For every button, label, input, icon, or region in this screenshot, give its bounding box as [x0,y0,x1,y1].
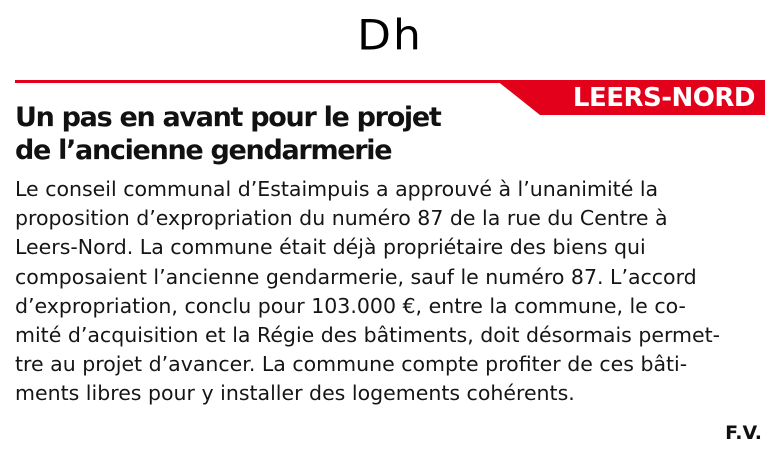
article-body-line: d’expropriation, conclu pour 103.000 €, entre la commune, le co- [15,293,686,318]
headline-line: Un pas en avant pour le projet [15,102,441,133]
article-body-line: ments libres pour y installer des logements cohérents. [15,381,575,406]
article-body-line: tre au projet d’avancer. La commune compte profiter de ces bâti- [15,352,688,377]
headline-line: de l’ancienne gendarmerie [15,135,392,166]
article-headline [15,101,535,167]
newspaper-logo-text: Dh [357,11,423,60]
section-label: LEERS-NORD [572,83,755,113]
article-body-line: proposition d’expropriation du numéro 87 de la rue du Centre à [15,206,668,231]
article-body-line: mité d’acquisition et la Régie des bâtiments, doit désormais permet- [15,323,721,348]
article-body-line: composaient l’ancienne gendarmerie, sauf le numéro 87. L’accord [15,264,697,289]
author-byline: F.V. [725,422,762,444]
newspaper-logo [0,11,780,60]
article-body-line: Le conseil communal d’Estaimpuis a approuvé à l’unanimité la [15,177,659,201]
section-rule-line [15,80,511,83]
article-body-line: Leers-Nord. La commune était déjà propriétaire des biens qui [15,235,646,260]
article-body [15,175,775,409]
